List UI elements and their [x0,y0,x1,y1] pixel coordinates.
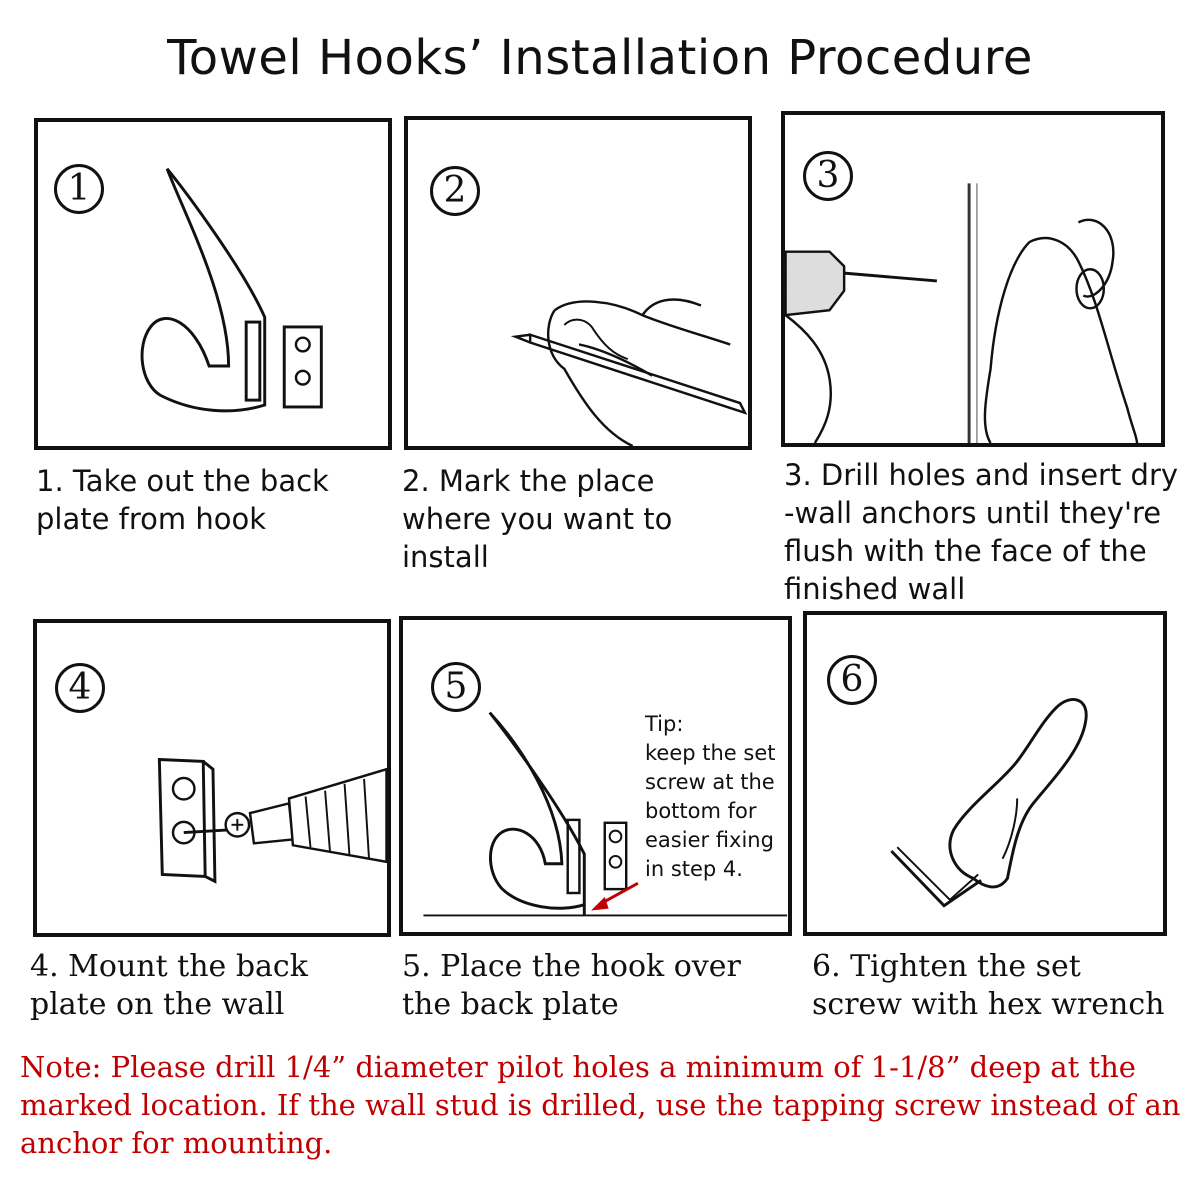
red-note: Note: Please drill 1/4” diameter pilot holes a minimum of 1-1/8” deep at the marked location. If the wall stud is drilled, use the tapping screw instead of an anchor for mounting. [20,1050,1181,1160]
step-4-panel [33,619,391,937]
step-1-panel [34,118,392,450]
step-4-caption: 4. Mount the back plate on the wall [30,949,308,1022]
step-3-caption: 3. Drill holes and insert dry -wall anchors until they're flush with the face of the finished wall [784,458,1179,606]
step-3-panel [781,111,1165,447]
step-3-number-badge: 3 [803,151,853,201]
step-6-number-badge: 6 [827,655,877,705]
step-5-number-badge: 5 [431,662,481,712]
page-title: Towel Hooks’ Installation Procedure [167,30,1033,86]
screwdriver-mounting-back-plate-illustration [37,623,387,933]
tip-label: Tip: [645,712,684,736]
step-6-caption: 6. Tighten the set screw with hex wrench [812,949,1165,1022]
step-1-number-badge: 1 [54,164,104,214]
step-2-number-badge: 2 [430,166,480,216]
step-1-caption: 1. Take out the back plate from hook [36,464,329,536]
hook-with-back-plate-illustration [38,122,388,446]
hex-wrench-tightening-illustration [807,615,1163,932]
drill-and-wall-anchor-illustration [785,115,1161,443]
step-5-panel [399,616,792,936]
step-6-panel [803,611,1167,936]
step-4-number-badge: 4 [55,663,105,713]
hook-over-back-plate-illustration [403,620,788,932]
tip-text: keep the set screw at the bottom for easier fixing in step 4. [645,741,776,881]
step-5-caption: 5. Place the hook over the back plate [402,949,741,1022]
step-2-panel [404,116,752,450]
step-2-caption: 2. Mark the place where you want to install [402,464,673,574]
hand-with-pencil-illustration [408,120,748,446]
